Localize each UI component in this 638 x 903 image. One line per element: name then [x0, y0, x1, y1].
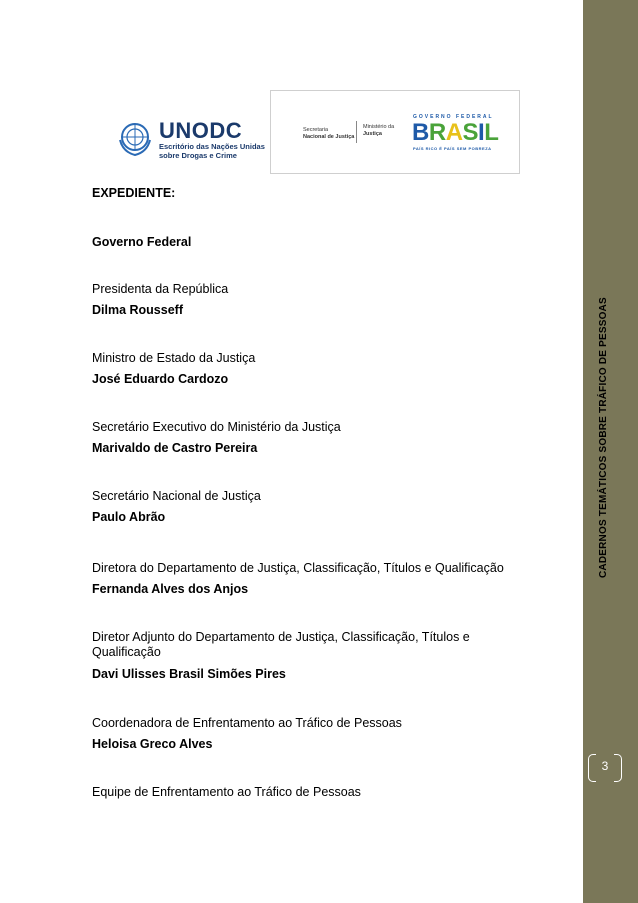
- entry-name: Marivaldo de Castro Pereira: [92, 441, 258, 455]
- ministerio-line2: Justiça: [363, 131, 382, 137]
- governo-federal-heading: Governo Federal: [92, 235, 192, 249]
- page-number-box: [588, 754, 622, 782]
- brasil-letter: I: [478, 119, 485, 146]
- brasil-slogan: PAÍS RICO É PAÍS SEM POBREZA: [413, 146, 492, 151]
- unodc-logo: [115, 118, 275, 166]
- final-role: Equipe de Enfrentamento ao Tráfico de Pessoas: [92, 785, 361, 799]
- brasil-letter: L: [484, 119, 499, 146]
- secretaria-line1: Secretaria: [303, 127, 329, 133]
- entry-name: Davi Ulisses Brasil Simões Pires: [92, 667, 286, 681]
- unodc-subtitle-line2: sobre Drogas e Crime: [159, 150, 237, 160]
- page-number: 3: [601, 759, 609, 773]
- expediente-heading: EXPEDIENTE:: [92, 186, 176, 200]
- un-emblem-icon: [115, 118, 155, 158]
- entry-role: Diretora do Departamento de Justiça, Classificação, Títulos e Qualificação: [92, 561, 504, 575]
- ministerio-label: [363, 124, 394, 138]
- logo-divider: [356, 121, 357, 143]
- unodc-name: UNODC: [159, 118, 243, 143]
- entry-role: Presidenta da República: [92, 282, 229, 296]
- unodc-subtitle-line1: Escritório das Nações Unidas: [159, 142, 265, 151]
- brasil-letter: R: [428, 119, 446, 146]
- governo-federal-label: GOVERNO FEDERAL: [413, 114, 494, 120]
- entry-name: Heloisa Greco Alves: [92, 737, 213, 751]
- secretaria-label: [303, 127, 354, 141]
- brasil-wordmark: [412, 119, 498, 147]
- brasil-letter: S: [462, 119, 479, 146]
- entry-role: Ministro de Estado da Justiça: [92, 351, 256, 365]
- entry-name: Dilma Rousseff: [92, 303, 183, 317]
- entry-role: Coordenadora de Enfrentamento ao Tráfico de Pessoas: [92, 716, 402, 730]
- brasil-letter: B: [412, 119, 429, 146]
- unodc-subtitle: [159, 143, 279, 160]
- entry-role: Secretário Nacional de Justiça: [92, 489, 261, 503]
- entry-name: Fernanda Alves dos Anjos: [92, 582, 249, 596]
- entry-name: Paulo Abrão: [92, 510, 166, 524]
- entry-name: José Eduardo Cardozo: [92, 372, 229, 386]
- government-logo: [270, 90, 520, 174]
- sidebar-title: CADERNOS TEMÁTICOS SOBRE TRÁFICO DE PESSOAS: [598, 297, 609, 578]
- brasil-letter: A: [445, 119, 463, 146]
- secretaria-line2: Nacional de Justiça: [303, 134, 355, 140]
- entry-role: Diretor Adjunto do Departamento de Justiça, Classificação, Títulos e Qualificação: [92, 630, 470, 659]
- entry-role: Secretário Executivo do Ministério da Justiça: [92, 420, 341, 434]
- ministerio-line1: Ministério da: [363, 124, 395, 130]
